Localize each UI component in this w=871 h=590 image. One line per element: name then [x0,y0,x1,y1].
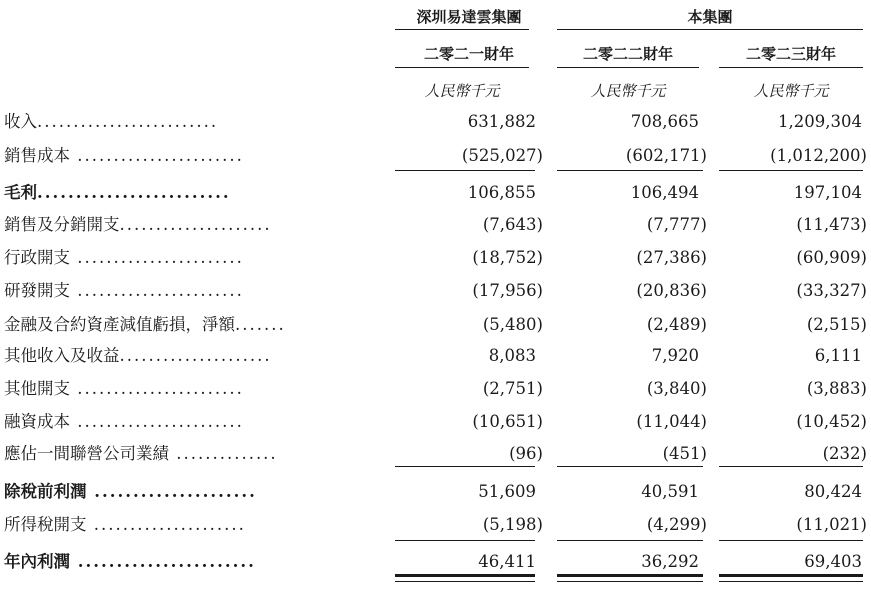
row-label-text: 融資成本 [4,412,70,431]
row-label [4,510,376,540]
row-label [4,407,376,437]
row-value-3: 1,209,304 [778,112,862,131]
table-row [0,510,871,540]
total-double-rule-3 [719,574,863,582]
row-label [4,439,376,469]
subtotal-rule-5 [557,466,703,467]
subtotal-rule-2 [557,170,703,171]
subtotal-rule-7 [395,540,535,541]
header-entity-left: 深圳易達雲集團 [416,8,522,26]
row-value-2: (11,044) [636,412,707,431]
header-entity-left-underline [395,29,529,30]
row-label [4,477,376,507]
table-row [0,210,871,240]
row-value-2: (4,299) [646,515,707,534]
header-year-1: 二零二一財年 [423,45,514,63]
row-value-3: 80,424 [804,482,862,501]
row-leader-dots: ..................... [119,215,272,234]
row-value-1: 631,882 [467,112,536,131]
row-leader-dots: .............. [169,444,278,463]
table-row [0,178,871,208]
table-row [0,141,871,171]
row-label [4,276,376,306]
row-label-text: 所得稅開支 [4,515,87,534]
row-leader-dots: ....................... [70,146,244,165]
header-year-2: 二零二二財年 [582,45,673,63]
row-label-text: 行政開支 [4,248,70,267]
row-label [4,310,376,340]
table-row [0,107,871,137]
row-value-2: 36,292 [641,552,699,571]
row-label-text: 除稅前利潤 [4,482,87,501]
table-row [0,310,871,340]
total-double-rule-1 [395,574,535,582]
row-label-text: 銷售及分銷開支 [4,215,120,234]
row-value-1: (10,651) [472,412,543,431]
row-value-3: 6,111 [814,346,862,365]
row-value-3: (60,909) [796,248,867,267]
table-row [0,439,871,469]
row-label-text: 毛利 [4,183,37,202]
row-value-1: (525,027) [461,146,543,165]
row-label-text: 應佔一間聯營公司業績 [4,444,169,463]
row-value-3: (2,515) [806,315,867,334]
subtotal-rule-1 [395,170,535,171]
row-label [4,547,376,577]
table-row [0,477,871,507]
row-value-1: (18,752) [472,248,543,267]
header-year-1-underline [395,67,529,68]
row-value-3: 197,104 [793,183,862,202]
row-value-2: (7,777) [646,215,707,234]
unit-label-1: 人民幣千元 [424,82,500,100]
subtotal-rule-9 [719,540,863,541]
table-row [0,407,871,437]
row-leader-dots: ..................... [86,482,257,501]
row-leader-dots: ......................... [37,112,219,131]
row-label [4,374,376,404]
row-value-3: (33,327) [796,281,867,300]
row-value-1: (96) [509,444,543,463]
row-leader-dots: ....................... [70,379,244,398]
subtotal-rule-6 [719,466,863,467]
row-value-1: (5,198) [482,515,543,534]
row-leader-dots: ....................... [70,281,244,300]
row-label-text: 收入 [4,112,37,131]
row-label-text: 研發開支 [4,281,70,300]
row-value-1: (2,751) [482,379,543,398]
table-row [0,547,871,577]
row-value-1: 46,411 [478,552,536,571]
total-double-rule-2 [557,574,703,582]
row-leader-dots: ....................... [70,412,244,431]
row-value-2: 7,920 [651,346,699,365]
header-year-2-underline [557,67,699,68]
row-value-2: (2,489) [646,315,707,334]
row-label-text: 年內利潤 [4,552,70,571]
row-value-2: (451) [662,444,707,463]
table-row [0,276,871,306]
row-value-3: 69,403 [804,552,862,571]
row-value-1: 8,083 [488,346,536,365]
row-value-3: (232) [822,444,867,463]
subtotal-rule-8 [557,540,703,541]
row-value-3: (1,012,200) [770,146,867,165]
row-label [4,341,376,371]
row-label [4,178,376,208]
row-leader-dots: ....................... [70,552,256,571]
row-value-2: 708,665 [630,112,699,131]
row-leader-dots: ..................... [119,346,272,365]
table-row [0,243,871,273]
row-value-3: (11,473) [796,215,867,234]
row-label-text: 金融及合約資產減值虧損，淨額 [4,315,235,334]
row-value-2: (602,171) [625,146,707,165]
header-entity-right: 本集團 [687,8,733,26]
row-label-text: 其他收入及收益 [4,346,120,365]
row-value-2: 40,591 [641,482,699,501]
subtotal-rule-4 [395,466,535,467]
row-label [4,210,376,240]
table-row [0,341,871,371]
row-label [4,107,376,137]
row-value-1: (5,480) [482,315,543,334]
row-leader-dots: ....................... [70,248,244,267]
row-leader-dots: ....... [235,315,286,334]
row-value-2: 106,494 [630,183,699,202]
subtotal-rule-3 [719,170,863,171]
row-label [4,243,376,273]
header-year-3-underline [719,67,863,68]
header-year-3: 二零二三財年 [745,45,836,63]
row-value-2: (27,386) [636,248,707,267]
row-leader-dots: ..................... [86,515,246,534]
row-value-1: (7,643) [482,215,543,234]
header-entity-right-underline [557,29,863,30]
row-value-2: (20,836) [636,281,707,300]
row-value-1: (17,956) [472,281,543,300]
unit-label-2: 人民幣千元 [590,82,666,100]
unit-label-3: 人民幣千元 [753,82,829,100]
row-value-1: 106,855 [467,183,536,202]
row-leader-dots: ......................... [37,183,231,202]
row-value-3: (11,021) [796,515,867,534]
row-label-text: 其他開支 [4,379,70,398]
table-row [0,374,871,404]
row-label-text: 銷售成本 [4,146,70,165]
row-value-3: (3,883) [806,379,867,398]
row-value-2: (3,840) [646,379,707,398]
row-label [4,141,376,171]
row-value-3: (10,452) [796,412,867,431]
row-value-1: 51,609 [478,482,536,501]
